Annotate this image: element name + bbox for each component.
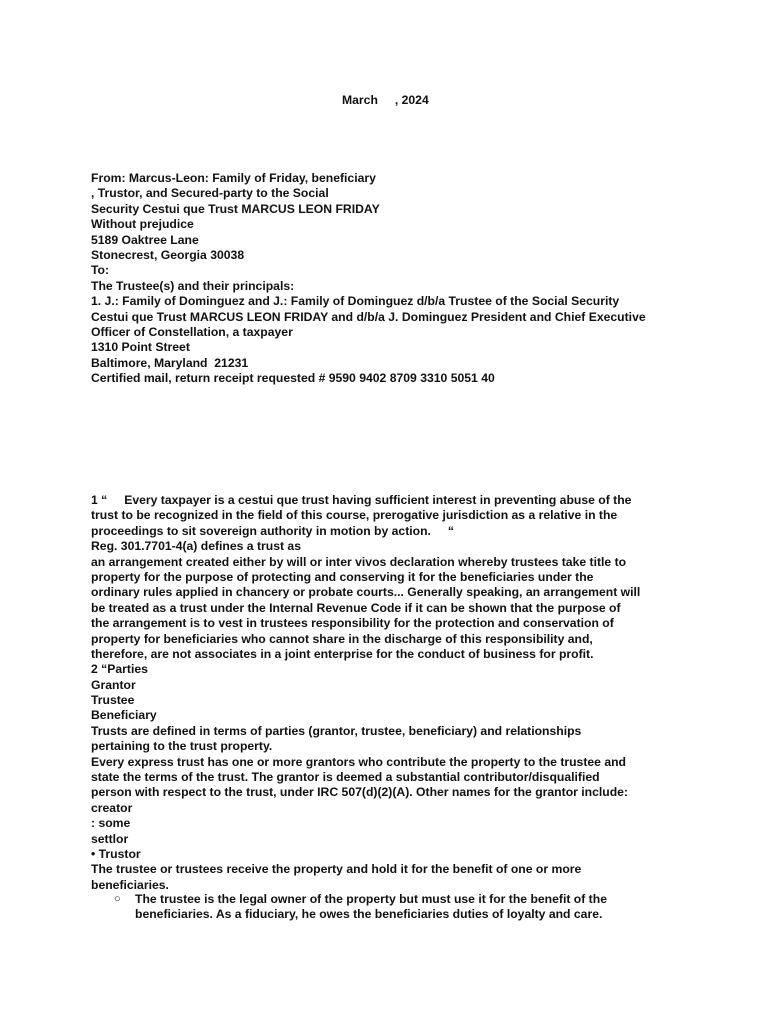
body-line: The trustee or trustees receive the property and hold it for the benefit of one or more bbox=[91, 862, 582, 877]
body-line: property for beneficiaries who cannot share in the discharge of this responsibility and, bbox=[91, 631, 593, 646]
body-line: 1 “ Every taxpayer is a cestui que trust having sufficient interest in preventing abuse of the bbox=[91, 493, 632, 507]
address-line: Stonecrest, Georgia 30038 bbox=[91, 247, 245, 262]
address-line: , Trustor, and Secured-party to the Social bbox=[91, 186, 329, 201]
address-line: From: Marcus-Leon: Family of Friday, beneficiary bbox=[91, 171, 376, 185]
body-line: an arrangement created either by will or inter vivos declaration whereby trustees take title to bbox=[91, 554, 627, 569]
date-blank bbox=[378, 93, 395, 107]
body-line: Grantor bbox=[91, 677, 136, 692]
address-line: To: bbox=[91, 263, 110, 278]
body-line: 2 “Parties bbox=[91, 662, 148, 677]
body-line: Beneficiary bbox=[91, 708, 157, 723]
body-line: Trusts are defined in terms of parties (grantor, trustee, beneficiary) and relationships bbox=[91, 723, 582, 738]
address-line: 1. J.: Family of Dominguez and J.: Family of Dominguez d/b/a Trustee of the Social Security bbox=[91, 294, 620, 309]
body-line: the arrangement is to vest in trustees responsibility for the protection and conservation of bbox=[91, 616, 614, 631]
body-line: beneficiaries. bbox=[91, 877, 169, 892]
date-year: , 2024 bbox=[394, 93, 429, 107]
address-line: 1310 Point Street bbox=[91, 340, 190, 355]
date-month: March bbox=[342, 93, 378, 107]
body-line: state the terms of the trust. The grantor is deemed a substantial contributor/disqualified bbox=[91, 770, 600, 785]
certified-mail-line: Certified mail, return receipt requested # 9590 9402 8709 3310 5051 40 bbox=[91, 371, 495, 386]
body-line: property for the purpose of protecting and conserving it for the beneficiaries under the bbox=[91, 569, 594, 584]
address-line: Cestui que Trust MARCUS LEON FRIDAY and d/b/a J. Dominguez President and Chief Executive bbox=[91, 309, 646, 324]
hollow-bullet-icon: ○ bbox=[114, 893, 121, 905]
address-block bbox=[91, 171, 691, 386]
body-line: pertaining to the trust property. bbox=[91, 739, 273, 754]
body-line: person with respect to the trust, under IRC 507(d)(2)(A). Other names for the grantor include: bbox=[91, 785, 628, 800]
body-line: ordinary rules applied in chancery or probate courts... Generally speaking, an arrangement will bbox=[91, 585, 641, 600]
body-line: be treated as a trust under the Internal Revenue Code if it can be shown that the purpose of bbox=[91, 600, 621, 615]
address-line: The Trustee(s) and their principals: bbox=[91, 278, 295, 293]
body-line: settlor bbox=[91, 831, 129, 846]
list-item-line: beneficiaries. As a fiduciary, he owes the beneficiaries duties of loyalty and care. bbox=[135, 907, 603, 922]
body-line: proceedings to sit sovereign authority in motion by action. “ bbox=[91, 523, 454, 538]
body-line: : some bbox=[91, 816, 131, 831]
address-line: 5189 Oaktree Lane bbox=[91, 232, 199, 247]
address-line: Officer of Constellation, a taxpayer bbox=[91, 324, 293, 339]
body-text bbox=[91, 493, 691, 893]
date-line bbox=[342, 93, 429, 108]
body-line: creator bbox=[91, 800, 133, 815]
list-item-text bbox=[135, 892, 695, 923]
body-line: trust to be recognized in the field of this course, prerogative jurisdiction as a relative in the bbox=[91, 508, 618, 523]
body-line: • Trustor bbox=[91, 846, 141, 861]
body-line: Reg. 301.7701-4(a) defines a trust as bbox=[91, 539, 301, 554]
address-line: Baltimore, Maryland 21231 bbox=[91, 355, 249, 370]
body-line: therefore, are not associates in a joint enterprise for the conduct of business for profit. bbox=[91, 646, 594, 661]
address-line: Without prejudice bbox=[91, 217, 194, 232]
list-item-line: The trustee is the legal owner of the property but must use it for the benefit of the bbox=[135, 892, 607, 906]
body-line: Trustee bbox=[91, 693, 135, 708]
address-line: Security Cestui que Trust MARCUS LEON FRIDAY bbox=[91, 201, 380, 216]
body-line: Every express trust has one or more grantors who contribute the property to the trustee and bbox=[91, 754, 627, 769]
